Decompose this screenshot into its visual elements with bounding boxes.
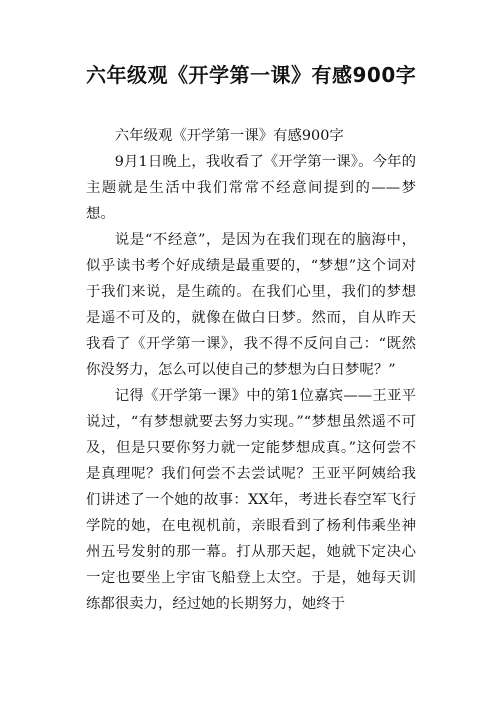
- paragraph-intro: 9月1日晚上，我收看了《开学第一课》。今年的主题就是生活中我们常常不经意间提到的——梦想。: [86, 154, 416, 222]
- paragraph-unconscious: 说是“不经意”，是因为在我们现在的脑海中，似乎读书考个好成绩是最重要的，“梦想”这个词对于我们来说，是生疏的。在我们心里，我们的梦想是遥不可及的，就像在做白日梦。然而，自从昨天我看了《开学第一课》，我不得不反问自己：“既然你没努力，怎么可以使自己的梦想为白日梦呢？”: [86, 232, 416, 378]
- document-title: 六年级观《开学第一课》有感900字: [86, 63, 417, 87]
- document-body: [86, 123, 416, 617]
- paragraph-wang-yaping: 记得《开学第一课》中的第1位嘉宾——王亚平说过，“有梦想就要去努力实现。”“梦想虽然遥不可及，但是只要你努力就一定能梦想成真。”这何尝不是真理呢？我们何尝不去尝试呢？王亚平阿姨给我们讲述了一个她的故事：XX年，考进长春空军飞行学院的她，在电视机前，亲眼看到了杨利伟乘坐神州五号发射的那一幕。打从那天起，她就下定决心一定也要坐上宇宙飞船登上太空。于是，她每天训练都很卖力，经过她的长期努力，她终于: [86, 388, 416, 612]
- paragraph-subtitle: 六年级观《开学第一课》有感900字: [114, 128, 344, 144]
